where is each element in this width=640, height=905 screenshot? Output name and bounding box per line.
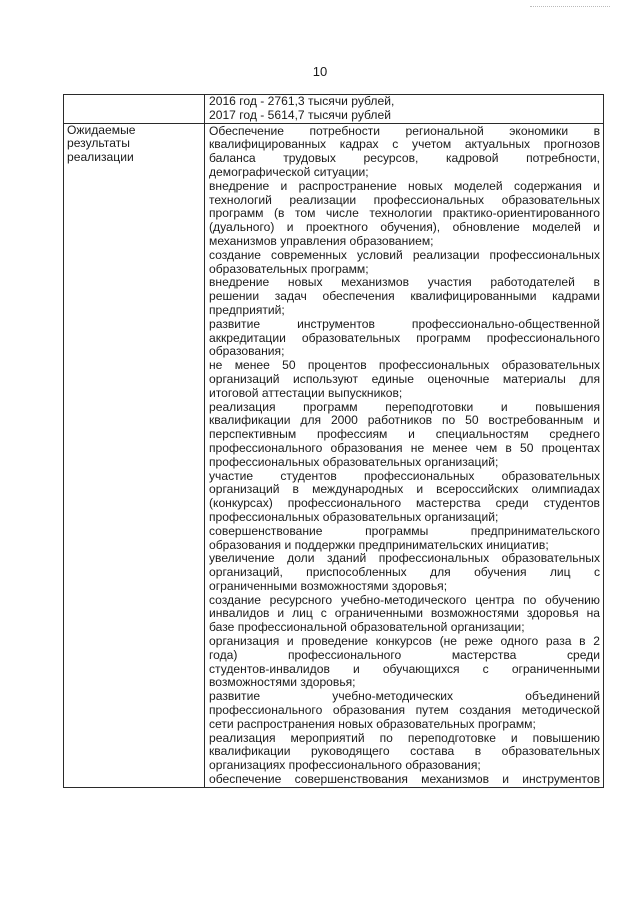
result-line: года) профессионального мастерства среди: [209, 648, 600, 662]
funding-label-cell: [64, 95, 205, 124]
result-line: итоговой аттестации выпускников;: [209, 386, 403, 400]
result-line: образования и поддержки предпринимательских инициатив;: [209, 538, 549, 552]
result-line: базе профессиональной образовательной организации;: [209, 621, 525, 635]
result-line: перспективным профессиям и специальностям среднего: [209, 428, 600, 442]
result-line: механизмов управления образованием;: [209, 234, 434, 248]
page-number: 10: [312, 64, 328, 79]
result-line: возможностями здоровья;: [209, 676, 356, 690]
result-line: (дуального) и проектного обучения), обновление моделей и: [209, 221, 600, 235]
result-line: решении задач обеспечения квалифицированными кадрами: [209, 290, 600, 304]
result-line: технологий реализации профессиональных образовательных: [209, 193, 600, 207]
funding-line: 2016 год - 2761,3 тысячи рублей,: [209, 94, 395, 108]
result-line: ограниченными возможностями здоровья;: [209, 579, 448, 593]
funding-row: [64, 95, 604, 124]
passport-table: [63, 94, 604, 788]
result-line: баланса трудовых ресурсов, кадровой потребности,: [209, 152, 600, 166]
result-line: образования;: [209, 345, 285, 359]
result-line: организаций используют единые оценочные материалы для: [209, 372, 600, 386]
result-line: организациях профессионального образования;: [209, 759, 481, 773]
funding-line: 2017 год - 5614,7 тысячи рублей: [209, 107, 391, 122]
result-line: развитие инструментов профессионально-общественной: [209, 317, 600, 331]
result-line: квалификации для 2000 работников по 50 востребованным и: [209, 414, 600, 428]
results-label-line: результаты: [67, 136, 130, 151]
results-row: [64, 123, 604, 787]
result-line: реализация мероприятий по переподготовке и повышению: [209, 731, 600, 745]
results-label-line: Ожидаемые: [67, 122, 136, 137]
result-line: профессионального образования путем создания методической: [209, 704, 600, 718]
result-line: программ (в том числе технологии практико-ориентированного: [209, 207, 600, 221]
result-line: совершенствование программы предпринимательского: [209, 524, 600, 538]
result-line: образовательных программ;: [209, 262, 369, 276]
result-line: квалифицированных кадрах с учетом актуальных прогнозов: [209, 138, 600, 152]
result-line: профессионального образования не менее чем в 50 процентах: [209, 441, 600, 455]
results-content-cell: [205, 123, 604, 787]
result-line: демографической ситуации;: [209, 165, 369, 179]
result-line: создание современных условий реализации профессиональных: [209, 248, 600, 262]
result-line: внедрение и распространение новых моделей содержания и: [209, 179, 600, 193]
result-line: студентов-инвалидов и обучающихся с ограниченными: [209, 662, 600, 676]
results-label-cell: [64, 123, 205, 787]
result-line: не менее 50 процентов профессиональных образовательных: [209, 359, 600, 373]
result-line: создание ресурсного учебно-методического центра по обучению: [209, 593, 600, 607]
scan-mark: [530, 6, 610, 8]
result-line: инвалидов и лиц с ограниченными возможностями здоровья на: [209, 607, 600, 621]
results-label-line: реализации: [67, 150, 134, 165]
result-line: квалификации руководящего состава в образовательных: [209, 745, 600, 759]
result-line: развитие учебно-методических объединений: [209, 690, 600, 704]
result-line: организация и проведение конкурсов (не реже одного раза в 2: [209, 635, 600, 649]
result-line: предприятий;: [209, 303, 285, 317]
result-line: Обеспечение потребности региональной экономики в: [209, 124, 600, 138]
funding-content-cell: [205, 95, 604, 124]
result-line: реализация программ переподготовки и повышения: [209, 400, 600, 414]
result-line: увеличение доли зданий профессиональных образовательных: [209, 552, 600, 566]
result-line: организаций, приспособленных для обучения лиц с: [209, 566, 600, 580]
result-line: (конкурсах) профессионального мастерства среди студентов: [209, 497, 600, 511]
result-line: аккредитации образовательных программ профессионального: [209, 331, 600, 345]
result-line: внедрение новых механизмов участия работодателей в: [209, 276, 600, 290]
result-line: профессиональных образовательных организаций;: [209, 510, 499, 524]
result-line: организаций в международных и всероссийских олимпиадах: [209, 483, 600, 497]
result-line: обеспечение совершенствования механизмов и инструментов: [209, 773, 600, 787]
result-line: сети распространения новых образовательных программ;: [209, 717, 536, 731]
result-line: профессиональных образовательных организаций;: [209, 455, 499, 469]
result-line: участие студентов профессиональных образовательных: [209, 469, 600, 483]
